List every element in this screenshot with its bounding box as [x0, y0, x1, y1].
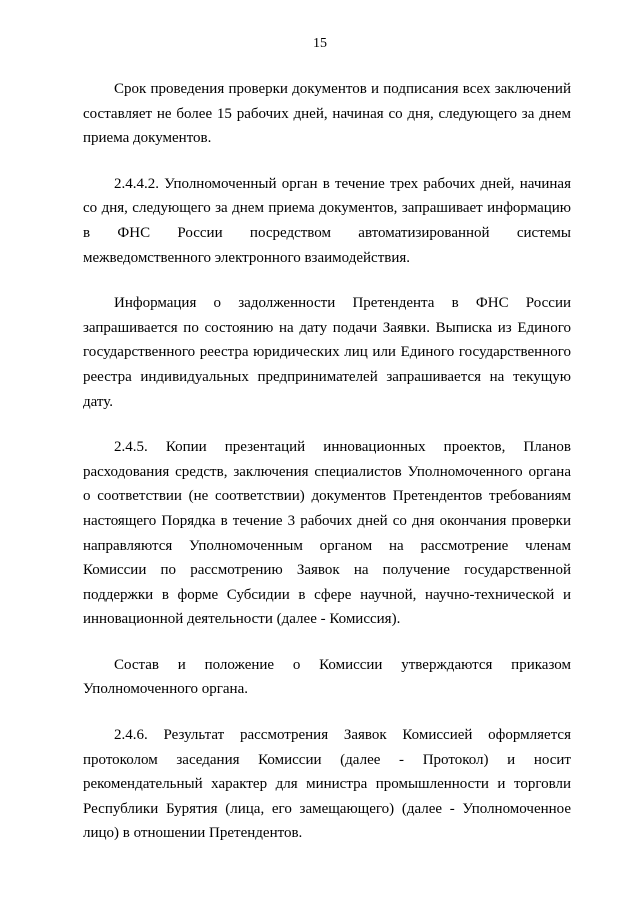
paragraph-debt-information: Информация о задолженности Претендента в ФНС России запрашивается по состоянию на дату подачи Заявки. Выписка из Единого государственного реестра юридических лиц или Единого государственного реестра индивидуальных предпринимателей запрашивается на текущую дату. [83, 295, 571, 410]
paragraph-2-4-4-2: 2.4.4.2. Уполномоченный орган в течение трех рабочих дней, начиная со дня, следующего за днем приема документов, запрашивает информацию в ФНС России посредством автоматизированной системы межведомственного электронного взаимодействия. [83, 175, 571, 266]
paragraph-commission-composition: Состав и положение о Комиссии утверждаются приказом Уполномоченного органа. [83, 656, 571, 698]
paragraph-2-4-6: 2.4.6. Результат рассмотрения Заявок Комиссией оформляется протоколом заседания Комиссии (далее - Протокол) и носит рекомендательный характер для министра промышленности и торговли Республики Бурятия (лица, его замещающего) (далее - Уполномоченное лицо) в отношении Претендентов. [83, 727, 571, 842]
paragraph-2-4-5: 2.4.5. Копии презентаций инновационных проектов, Планов расходования средств, заключения специалистов Уполномоченного органа о соответствии (не соответствии) документов Претендентов требованиям настоящего Порядка в течение 3 рабочих дней со дня окончания проверки направляются Уполномоченным органом на рассмотрение членам Комиссии по рассмотрению Заявок на получение государственной поддержки в форме Субсидии в сфере научной, научно-технической и инновационной деятельности (далее - Комиссия). [83, 439, 571, 628]
paragraph-review-deadline: Срок проведения проверки документов и подписания всех заключений составляет не более 15 рабочих дней, начиная со дня, следующего за днем приема документов. [83, 81, 571, 147]
document-body [83, 77, 571, 867]
page-number: 15 [313, 36, 327, 51]
